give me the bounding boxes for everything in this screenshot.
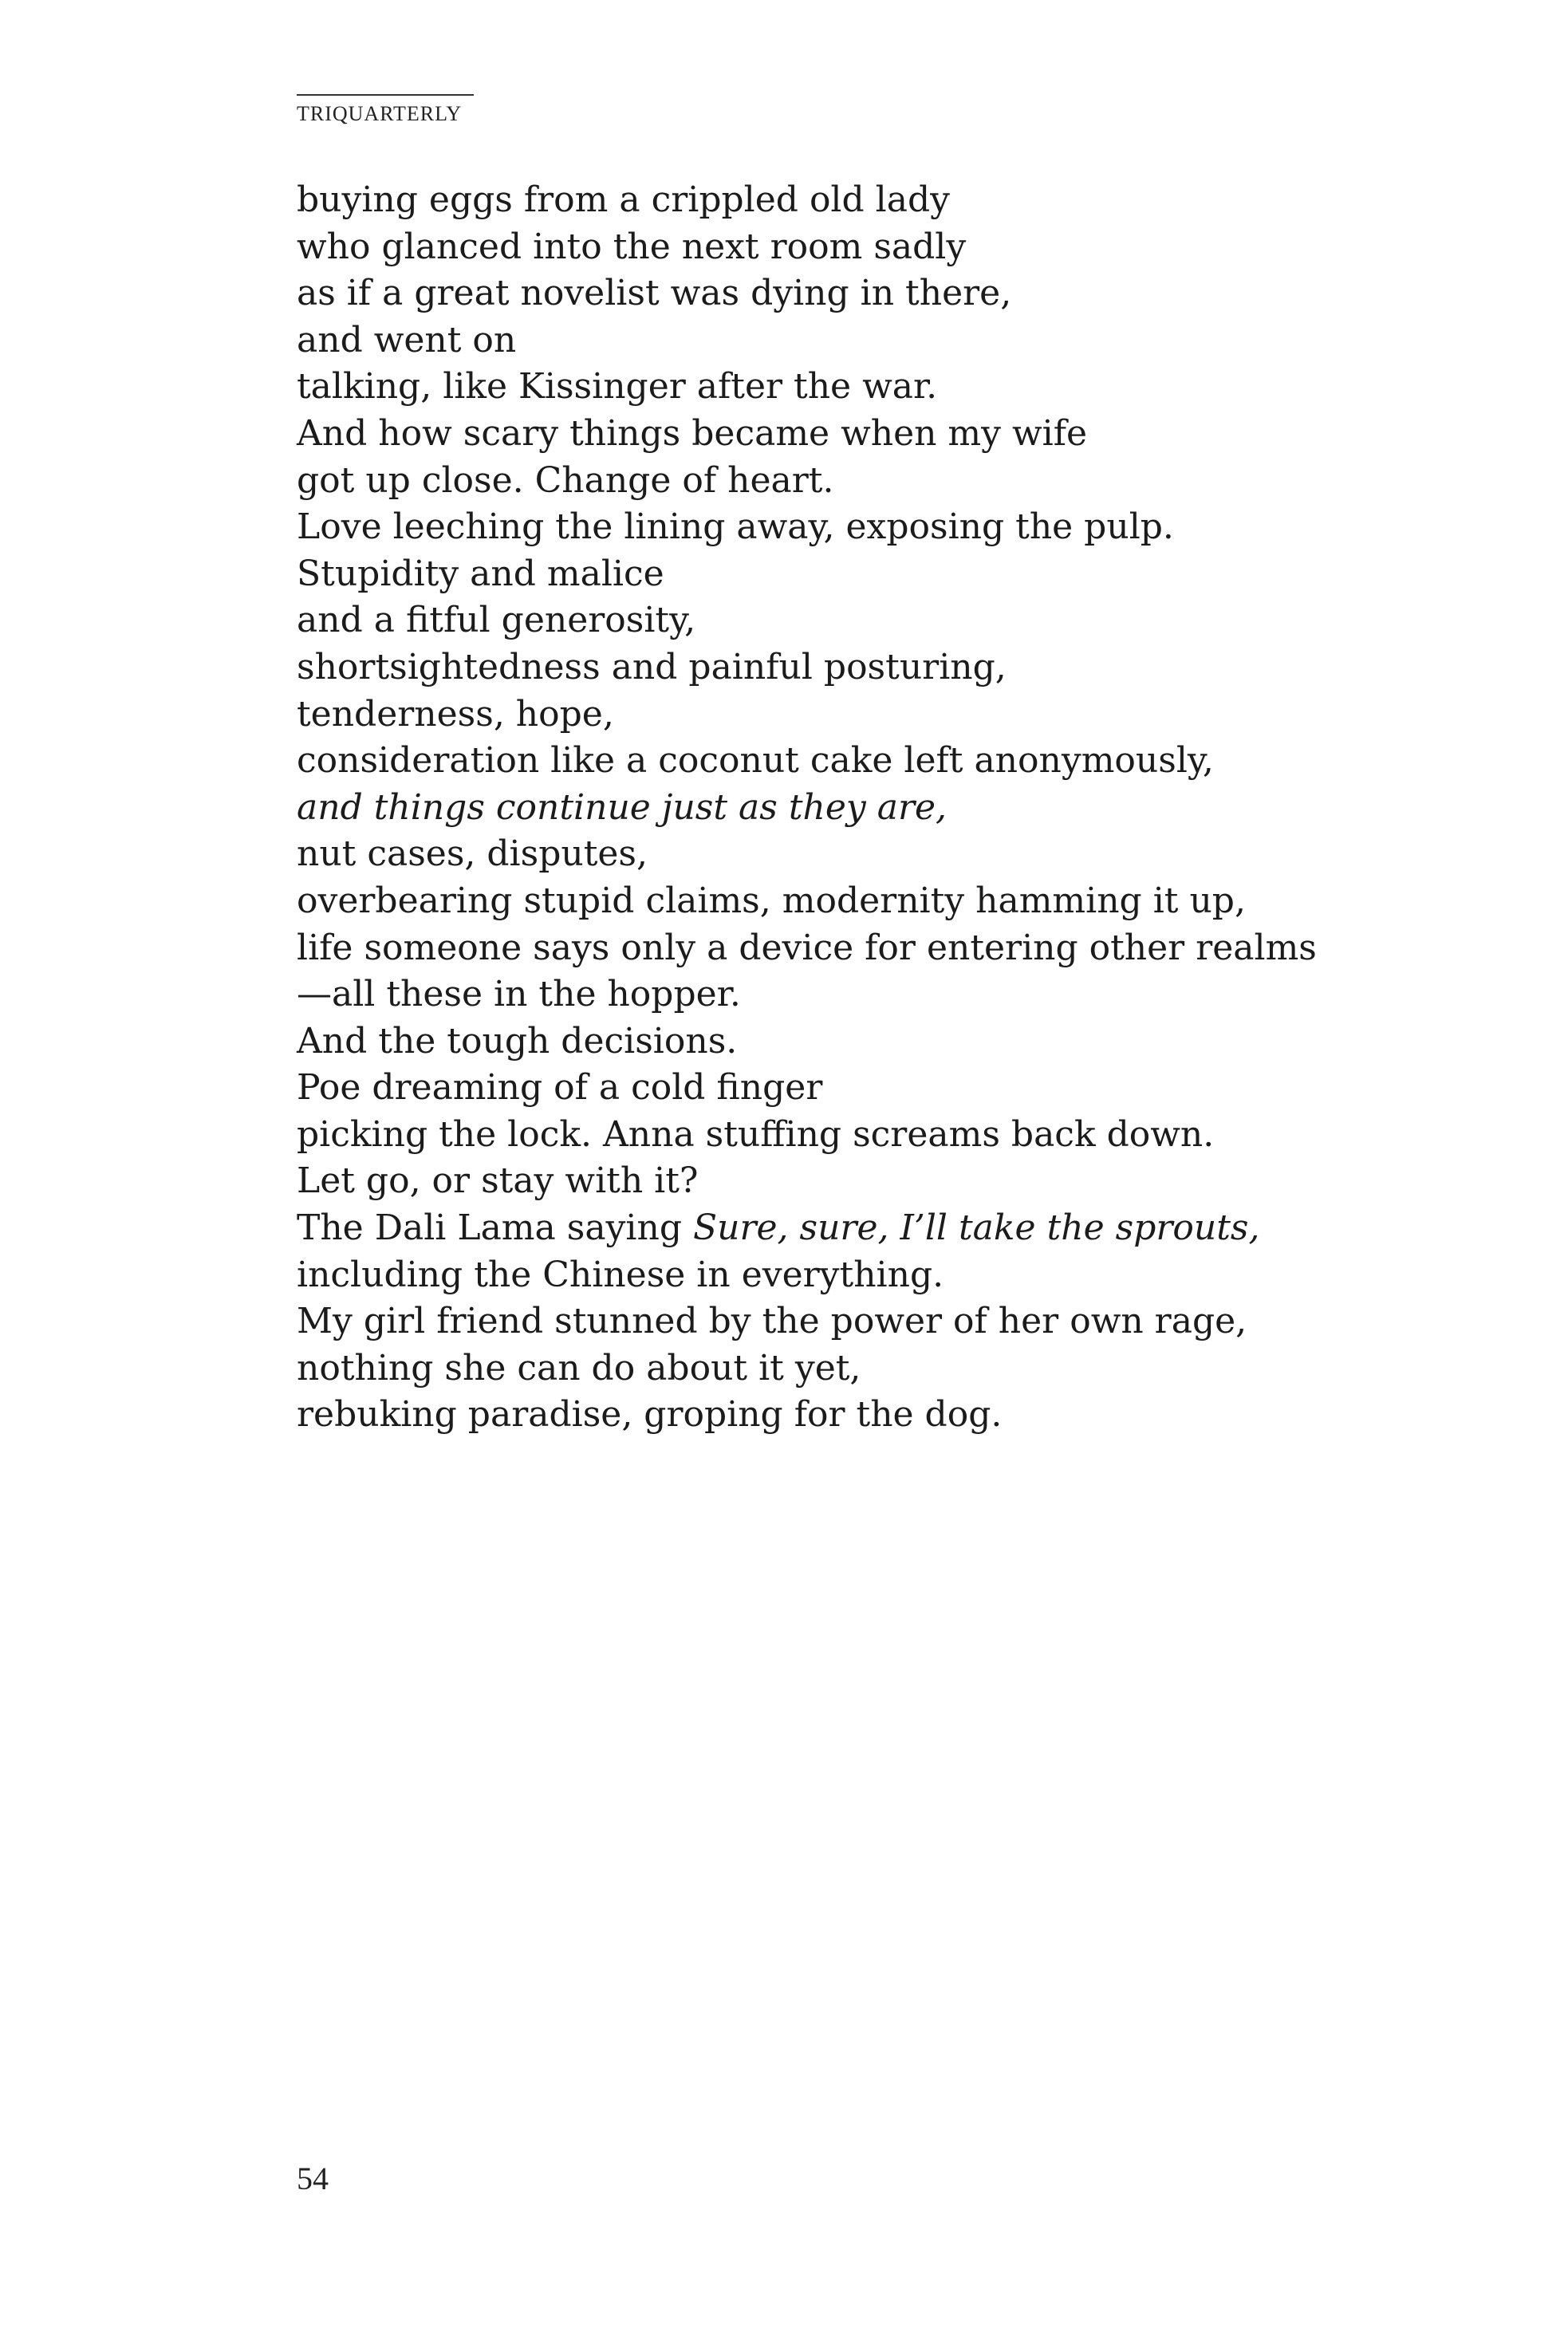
poem-line: —all these in the hopper. — [297, 974, 741, 1015]
poem-line: and went on — [297, 319, 517, 360]
poem-line: got up close. Change of heart. — [297, 459, 834, 501]
poem-line: nothing she can do about it yet, — [297, 1347, 861, 1389]
poem-line: consideration like a coconut cake left anonymously, — [297, 740, 1214, 782]
poem-line-mixed — [297, 1205, 1317, 1252]
poem-line: including the Chinese in everything. — [297, 1254, 944, 1295]
poem-line: Stupidity and malice — [297, 553, 664, 594]
poem-line: rebuking paradise, groping for the dog. — [297, 1394, 1003, 1436]
poem-body — [297, 177, 1317, 1439]
running-head-rule — [297, 94, 474, 96]
poem-line: picking the lock. Anna stuffing screams back down. — [297, 1113, 1215, 1155]
poem-line: as if a great novelist was dying in there, — [297, 273, 1012, 314]
poem-line: And the tough decisions. — [297, 1020, 738, 1062]
poem-line: And how scary things became when my wife — [297, 412, 1088, 454]
poem-line: life someone says only a device for entering other realms — [297, 927, 1317, 968]
page-number: 54 — [297, 2161, 329, 2196]
italic-phrase: Sure, sure, I’ll take the sprouts, — [692, 1207, 1260, 1249]
line-prefix: The Dali Lama saying — [297, 1207, 693, 1249]
poem-line: tenderness, hope, — [297, 693, 614, 735]
poem-line: nut cases, disputes, — [297, 833, 648, 875]
poem-line-italic — [297, 785, 1317, 832]
poem-line: Poe dreaming of a cold finger — [297, 1067, 823, 1109]
italic-phrase: and things continue just as they are, — [297, 786, 947, 828]
poem-line: Let go, or stay with it? — [297, 1160, 699, 1202]
poem-line: buying eggs from a crippled old lady — [297, 179, 950, 220]
poem-line: overbearing stupid claims, modernity hamming it up, — [297, 880, 1246, 921]
poem-line: My girl friend stunned by the power of her own rage, — [297, 1301, 1247, 1342]
poem-line: shortsightedness and painful posturing, — [297, 646, 1007, 687]
poem-line: Love leeching the lining away, exposing the pulp. — [297, 506, 1174, 548]
running-head: TRIQUARTERLY — [297, 102, 463, 125]
poem-line: talking, like Kissinger after the war. — [297, 366, 938, 408]
poem-line: and a fitful generosity, — [297, 600, 696, 641]
poem-line: who glanced into the next room sadly — [297, 226, 967, 267]
